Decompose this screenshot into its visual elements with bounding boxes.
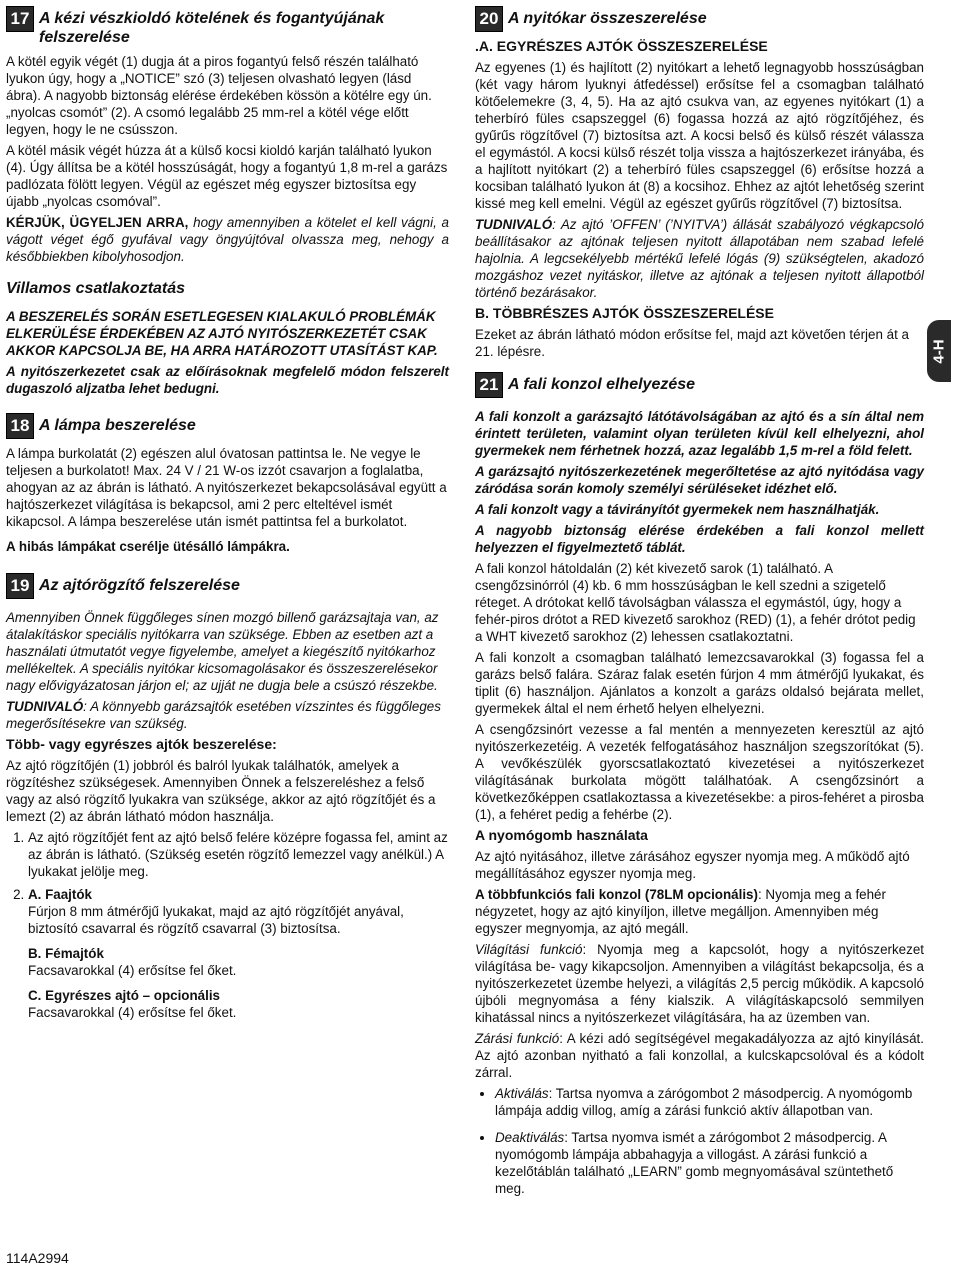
section-20-header [475,6,924,32]
s21-light-text: : Nyomja meg a kapcsolót, hogy a nyitószerkezet világítása be- vagy kikapcsoljon. Amennyiben a világítást bekapcsolja, és a nyitószerkezetet üzembe helyezi, a világítás 2,5 percig működik. A kapcsoló újbóli megnyomása a fény kialszik. A világításkapcsoló semmilyen kihatással nincs a nyitószerkezet világítására, ha az üzemben van. [475,942,924,1025]
s21-lock-text: : A kézi adó segítségével megakadályozza az ajtó kinyílását. Az ajtó azonban nyitható a fali konzollal, a kulcskapcsolóval és a kódolt zárral. [475,1031,924,1080]
s20-note-text: : Az ajtó ’OFFEN’ (’NYITVA’) állását szabályozó végkapcsoló beállításakor az ajtónak teljesen nyitott állapotában nem szabad lefelé hajolnia. A legcsekélyebb mértékű lefelé lógás (9) szükségtelen, akadozó mozgáshoz vezet nyitáskor, illetve az ajtónak a teljesen nyitott állapotból történő bezárásakor. [475,217,924,300]
s19-subheading: Több- vagy egyrészes ajtók beszerelése: [6,736,277,752]
s19-step-1: 1. Az ajtó rögzítőjét fent az ajtó belső felére középre fogassa fel, amint az az ábrán is látható. (Szükség esetén rögzítő lemezzel vagy anélkül.) A lyukakat jelölje meg. [28,829,449,880]
side-language-tab [927,320,951,382]
side-tab-label: 4-H [930,338,948,364]
s20-paragraph-1: Az egyenes (1) és hajlított (2) nyitókart a lehető legnagyobb hosszúságban (két vagy három lyuknyi átfedéssel) erősítse fel a csomagban található kötőelemekre (3, 4, 5). Ha az ajtó csukva van, az egyenes nyitókart (1) a teherbíró füles csapszeggel (6) fogassa hozzá az ajtó rögzítőjéhez, és gyűrűs rögzítővel (7) biztosítsa azt. A kocsi belső és külső részét válassza el egymástól. A kocsi külső részét tolja vissza a hajtószerkezet irányába, és a hajlított nyitókart (2) a teherbíró füles csapszeggel (6) erősítse hozzá a kocsiban található lyukon át (8) a kocsihoz. Ehhez az ajtót lehetőség szerint kissé meg kell emelni. Végül az egészet gyűrűs rögzítővel (7) biztosítsa. [475,60,924,211]
section-21-header [475,372,924,398]
s21-warning-4: A nagyobb biztonság elérése érdekében a fali konzol mellett helyezzen el figyelmeztető táblát. [475,523,924,555]
s17-warning [6,214,449,265]
right-column [475,0,924,1207]
s17-paragraph-1: A kötél egyik végét (1) dugja át a piros fogantyú felső részén található lyukon úgy, hogy a „NOTICE” szó (3) teljesen olvasható legyen (lásd ábra). A nagyobb biztonság elérése érdekében kössön a kötélre egy ún. „nyolcas csomót” (2). A csomó legalább 25 mm-rel a kötél vége előtt legyen, hogy le ne csússzon. [6,54,432,137]
s19-one-piece-heading: C. Egyrészes ajtó – opcionális [28,988,221,1003]
s21-bullet-deactivate [495,1129,924,1197]
s19-paragraph-2: Az ajtó rögzítőjén (1) jobbról és balról lyukak találhatók, amelyek a rögzítéshez szükségesek. Amennyiben Önnek a felszereléshez a felső vagy az alsó rögzítő lyukakra van szüksége, akkor az ajtó rögzítőjét és a lemezt (2) az ábrán látható módon használja. [6,758,436,824]
section-18-header [6,413,449,439]
s19-step-2-text: Fúrjon 8 mm átmérőjű lyukakat, majd az ajtó rögzítőjét anyával, biztosító csavarral és rögzítő csavarral (3) biztosítsa. [28,904,404,936]
s21-lock-bullets [475,1085,924,1197]
s19-metal-doors-text: Facsavarokkal (4) erősítse fel őket. [28,963,237,978]
section-21-title: A fali konzol elhelyezése [508,376,696,393]
s18-paragraph-1: A lámpa burkolatát (2) egészen alul óvatosan pattintsa le. Ne vegye le teljesen a burkolatot! Max. 24 V / 21 W-os izzót csavarjon a foglalatba, ahogyan az az ábrán is látható. A nyitószerkezet bekapcsolásával együtt a hajtószerkezet világítása is bekapcsol, ami 2 perc elteltével ismét kikapcsol. A lámpa beszerelése után ismét pattintsa fel a burkolatot. [6,446,447,529]
s20-note-label: TUDNIVALÓ [475,217,553,232]
s20-note [475,216,924,301]
section-17-title: A kézi vészkioldó kötelének és fogantyújának felszerelése [39,10,385,46]
s21-multifunction-label: A többfunkciós fali konzol (78LM opcionális) [475,887,758,902]
s21-paragraph-2: A fali konzolt a csomagban található lemezcsavarokkal (3) fogassa fel a garázs belső falára. Száraz falak esetén fúrjon 4 mm átmérőjű lyukakat, és tiplit (6) használjon. Ajánlatos a konzolt a garázs oldalsó bejárata mellet, gyermekek által el nem érhető helyen elhelyezni. [475,650,924,716]
s20-subheading-b: B. TÖBBRÉSZES AJTÓK ÖSSZESZERELÉSE [475,305,774,321]
section-17-header [6,6,449,47]
section-number-20: 20 [475,6,503,32]
s19-note [6,698,449,732]
s17-warning-text: hogy amennyiben a kötelet el kell vágni, a vágott véget égő gyufával vagy öngyújtóval olvassza meg, nehogy a későbbiekben kibolyhosodjon. [6,215,449,264]
s21-multifunction-text: : Nyomja meg a fehér négyzetet, hogy az ajtó kinyíljon, illetve megálljon. Amennyiben még egyszer megnyomja, az ajtó megáll. [475,887,886,936]
electrical-warning-caps: A BESZERELÉS SORÁN ESETLEGESEN KIALAKULÓ PROBLÉMÁK ELKERÜLÉSE ÉRDEKÉBEN AZ AJTÓ NYITÓSZERKEZETÉT CSAK AKKOR KAPCSOLJA BE, HA ARRA HATÁROZOTT UTASÍTÁST KAP. [6,309,438,358]
s21-light-label: Világítási funkció [475,942,583,957]
document-code: 114A2994 [6,1250,69,1266]
s19-metal-doors-heading: B. Fémajtók [28,946,104,961]
s21-warning-1: A fali konzolt a garázsajtó látótávolságában az ajtó és a sín által nem érintett területen, valamint olyan területen kívül kell elhelyezni, ahol gyermekek nem férhetnek hozzá, azaz legalább 1,5 m-rel a föld felett. [475,409,924,458]
s21-activate-label: Aktiválás [495,1086,549,1101]
s19-paragraph-1: Amennyiben Önnek függőleges sínen mozgó billenő garázsajtaja van, az átalakításkor speciális nyitókarra van szüksége. Ebben az esetben azt a használati útmutatót vegye figyelembe, amelyet a kiegészítő nyitókarhoz mellékeltek. A speciális nyitókar kicsomagolásakor és összeszerelésekor nagy elővigyázatosan járjon el; az ujját ne dugja bele a csúszó részekbe. [6,610,439,693]
s19-one-piece-text: Facsavarokkal (4) erősítse fel őket. [28,1005,237,1020]
s21-multifunction [475,886,924,937]
s21-lock-label: Zárási funkció [475,1031,560,1046]
s20-subheading-a: .A. EGYRÉSZES AJTÓK ÖSSZESZERELÉSE [475,38,768,54]
s21-deactivate-label: Deaktiválás [495,1130,565,1145]
s21-paragraph-4: Az ajtó nyitásához, illetve zárásához egyszer nyomja meg. A működő ajtó megállításához egyszer nyomja meg. [475,849,910,881]
section-number-18: 18 [6,413,34,439]
s21-paragraph-3: A csengőzsinórt vezesse a fal mentén a mennyezeten keresztül az ajtó nyitószerkezetéig. A vezeték felfogatásához használjon szegszorítókat (5). A vevőkészülék gyorscsatlakoztató kivezetései a nyitószerkezet világításának burkolata mögött találhatóak. A csengőzsinórt a következőképpen csatlakoztassa a kivezetésekbe: a piros-fehéret a pirosba (1), a fehéret pedig a fehérbe (2). [475,722,924,822]
s21-light-function [475,941,924,1026]
s18-paragraph-2: A hibás lámpákat cserélje ütésálló lámpákra. [6,539,290,554]
s21-push-button-heading: A nyomógomb használata [475,827,648,843]
electrical-title: Villamos csatlakoztatás [6,280,186,297]
s17-warning-label: KÉRJÜK, ÜGYELJEN ARRA, [6,215,189,230]
s21-paragraph-1: A fali konzol hátoldalán (2) két kivezető sarok (1) található. A csengőzsinórról (4) kb. 6 mm hosszúságban le kell szedni a szigetelő réteget. A drótokat kellő távolságban válassza el egymástól, úgy, hogy a fehér-piros drótot a RED kivezető sarokhoz (RED) (1), a fehér drótot pedig a WHT kivezető sarokhoz (2) lehessen csatlakoztatni. [475,561,916,644]
s21-deactivate-text: : Tartsa nyomva ismét a zárógombot 2 másodpercig. A nyomógomb lámpája abbahagyja a villogást. A zárási funkció a kezelőtáblán található „LEARN” gomb megnyomásával szüntethető meg. [495,1130,894,1196]
electrical-warning-socket: A nyitószerkezetet csak az előírásoknak megfelelő módon felszerelt dugaszoló aljzatba lehet bedugni. [6,364,449,396]
s19-steps [6,829,449,1021]
section-19-title: Az ajtórögzítő felszerelése [39,577,240,594]
s21-warning-3: A fali konzolt vagy a távirányítót gyermekek nem használhatják. [475,502,880,517]
s20-paragraph-2: Ezeket az ábrán látható módon erősítse fel, majd azt követően térjen át a 21. lépésre. [475,327,909,359]
s21-warning-2: A garázsajtó nyitószerkezetének megerőltetése az ajtó nyitódása vagy záródása során komoly személyi sérüléseket idézhet elő. [475,464,924,496]
s17-paragraph-2: A kötél másik végét húzza át a külső kocsi kioldó karján található lyukon (4). Úgy állítsa be a kötél hosszúságát, hogy a fogantyú 1,8 m-rel a garázs padlózata fölött legyen. Végül az egészet még egyszer biztosítsa egy újabb „nyolcas csomóval”. [6,143,448,209]
s21-activate-text: : Tartsa nyomva a zárógombot 2 másodpercig. A nyomógomb lámpája addig villog, amíg a zárási funkció aktív állapotban van. [495,1086,913,1118]
s19-step-2-heading: 2. A. Faajtók [28,887,92,902]
s19-note-text: : A könnyebb garázsajtók esetében vízszintes és függőleges megerősítésekre van szükség. [6,699,441,731]
section-18-title: A lámpa beszerelése [39,417,196,434]
left-column [6,0,449,1027]
section-19-header [6,573,449,599]
section-number-21: 21 [475,372,503,398]
section-number-19: 19 [6,573,34,599]
s21-bullet-activate [495,1085,924,1119]
s19-note-label: TUDNIVALÓ [6,699,84,714]
s19-step-2 [28,886,449,1021]
s21-lock-function [475,1030,924,1081]
section-number-17: 17 [6,6,34,32]
section-20-title: A nyitókar összeszerelése [508,10,707,27]
